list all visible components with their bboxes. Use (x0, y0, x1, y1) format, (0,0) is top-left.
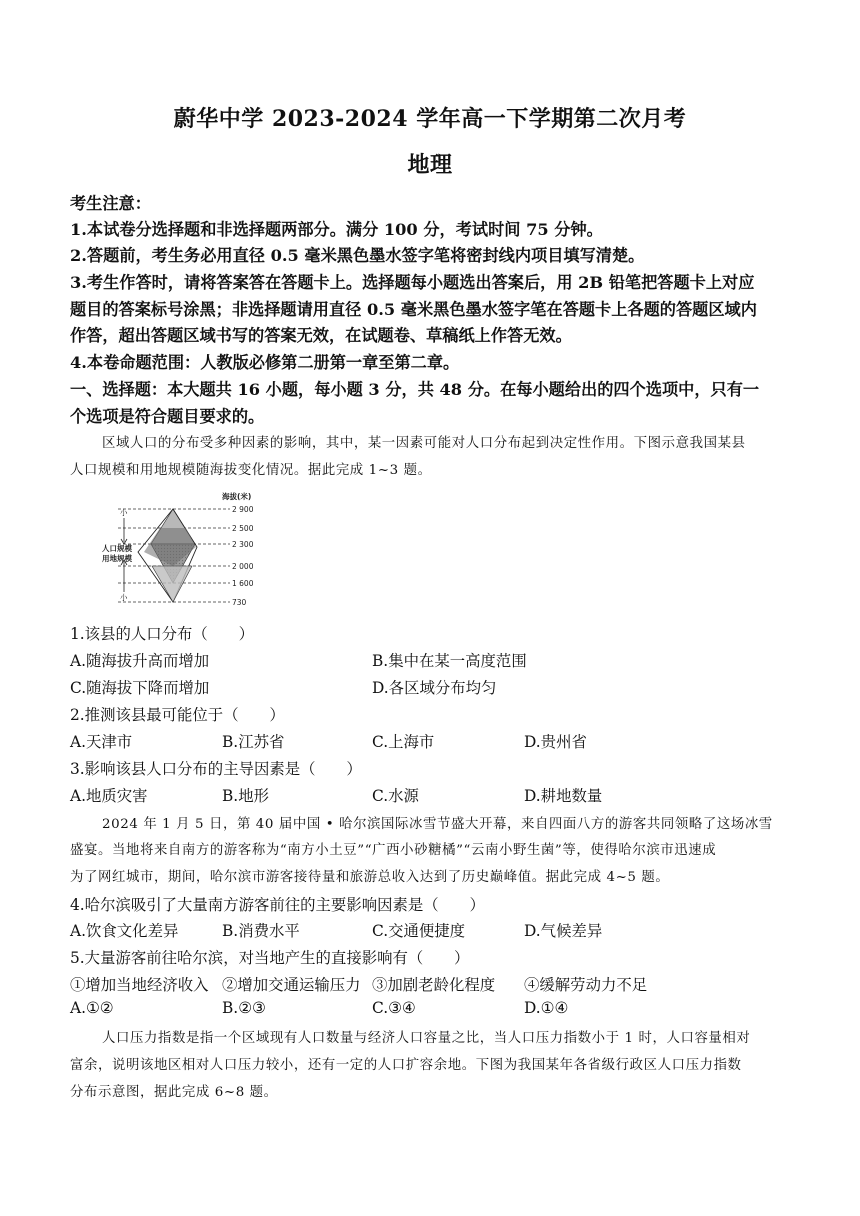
elevation-label: 2 500 (232, 524, 254, 533)
elevation-label: 2 900 (232, 505, 254, 514)
q2-option-b: B.江苏省 (222, 733, 285, 751)
lower-band (152, 566, 192, 602)
q5-option-a: A.①② (70, 999, 114, 1017)
q4-option-c: C.交通便捷度 (372, 922, 466, 940)
q4-option-a: A.饮食文化差异 (70, 922, 179, 940)
elevation-label: 2 000 (232, 562, 254, 571)
q5-option-d: D.①④ (524, 999, 569, 1017)
q5-option-c: C.③④ (372, 999, 416, 1017)
q1-option-c: C.随海拔下降而增加 (70, 679, 210, 697)
notice-item-3: 3.考生作答时，请将答案答在答题卡上。选择题每小题选出答案后，用 2B 铅笔把答题卡上对应 (70, 273, 755, 292)
q1-option-d: D.各区域分布均匀 (372, 679, 497, 697)
passage-2-line-1: 2024 年 1 月 5 日，第 40 届中国 • 哈尔滨国际冰雪节盛大开幕，来自四面八方的游客共同领略了这场冰雪 (102, 817, 773, 832)
passage-2-line-2: 盛宴。当地将来自南方的游客称为“南方小土豆”“广西小砂糖橘”“云南小野生菌”等，使得哈尔滨市迅速成 (70, 843, 717, 858)
q3-option-c: C.水源 (372, 787, 419, 805)
notice-item-1: 1.本试卷分选择题和非选择题两部分。满分 100 分，考试时间 75 分钟。 (70, 220, 603, 239)
passage-1-line-1: 区域人口的分布受多种因素的影响，其中，某一因素可能对人口分布起到决定性作用。下图示意我国某县 (102, 436, 746, 451)
q2-option-a: A.天津市 (70, 733, 133, 751)
q3-option-a: A.地质灾害 (70, 787, 148, 805)
q4-option-d: D.气候差异 (524, 922, 603, 940)
question-3-stem: 3.影响该县人口分布的主导因素是（ ） (70, 760, 362, 778)
dense-band (144, 528, 196, 566)
passage-3-line-3: 分布示意图，据此完成 6~8 题。 (70, 1085, 278, 1100)
elevation-label: 2 300 (232, 540, 254, 549)
passage-3-line-1: 人口压力指数是指一个区域现有人口数量与经济人口容量之比，当人口压力指数小于 1 时，人口容量相对 (102, 1031, 751, 1046)
axis-title: 海拔(米) (222, 492, 252, 501)
exam-title: 蔚华中学 2023-2024 学年高一下学期第二次月考 (173, 106, 687, 132)
land-scale-label: 用地规模 (102, 554, 132, 563)
q4-option-b: B.消费水平 (222, 922, 300, 940)
exam-subject: 地理 (407, 152, 453, 178)
question-2-stem: 2.推测该县最可能位于（ ） (70, 706, 285, 724)
section-heading: 一、选择题：本大题共 16 小题，每小题 3 分，共 48 分。在每小题给出的四个选项中，只有一 (70, 380, 760, 399)
q5-statement-1: ①增加当地经济收入 (70, 976, 209, 994)
notice-item-2: 2.答题前，考生务必用直径 0.5 毫米黑色墨水签字笔将密封线内项目填写清楚。 (70, 246, 645, 265)
notice-item-3-cont2: 作答，超出答题区域书写的答案无效，在试题卷、草稿纸上作答无效。 (70, 326, 572, 345)
passage-3-line-2: 富余，说明该地区相对人口压力较小，还有一定的人口扩容余地。下图为我国某年各省级行政区人口压力指数 (70, 1058, 742, 1073)
q3-option-b: B.地形 (222, 787, 269, 805)
q5-option-b: B.②③ (222, 999, 266, 1017)
elevation-diagram (100, 490, 280, 616)
q5-statement-2: ②增加交通运输压力 (222, 976, 361, 994)
q2-option-d: D.贵州省 (524, 733, 587, 751)
passage-2-line-3: 为了网红城市，期间，哈尔滨市游客接待量和旅游总收入达到了历史巅峰值。据此完成 4~5 题。 (70, 870, 670, 885)
question-4-stem: 4.哈尔滨吸引了大量南方游客前往的主要影响因素是（ ） (70, 896, 485, 914)
passage-1-line-2: 人口规模和用地规模随海拔变化情况。据此完成 1~3 题。 (70, 463, 432, 478)
q5-statement-4: ④缓解劳动力不足 (524, 976, 648, 994)
elevation-label: 1 600 (232, 579, 254, 588)
notice-item-3-cont: 题目的答案标号涂黑；非选择题请用直径 0.5 毫米黑色墨水签字笔在答题卡上各题的答题区域内 (70, 300, 757, 319)
q2-option-c: C.上海市 (372, 733, 435, 751)
q1-option-b: B.集中在某一高度范围 (372, 652, 527, 670)
small-label-top: 小 (120, 508, 128, 517)
population-scale-label: 人口规模 (102, 544, 132, 553)
elevation-label: 730 (232, 598, 247, 607)
notice-item-4: 4.本卷命题范围：人教版必修第二册第一章至第二章。 (70, 353, 460, 372)
question-5-stem: 5.大量游客前往哈尔滨，对当地产生的直接影响有（ ） (70, 949, 470, 967)
elevation-figure (100, 490, 280, 616)
section-heading-cont: 个选项是符合题目要求的。 (70, 407, 265, 426)
q1-option-a: A.随海拔升高而增加 (70, 652, 210, 670)
small-label-bottom: 小 (120, 593, 128, 602)
notice-heading: 考生注意： (70, 194, 151, 213)
q3-option-d: D.耕地数量 (524, 787, 603, 805)
question-1-stem: 1.该县的人口分布（ ） (70, 625, 254, 643)
q5-statement-3: ③加剧老龄化程度 (372, 976, 496, 994)
